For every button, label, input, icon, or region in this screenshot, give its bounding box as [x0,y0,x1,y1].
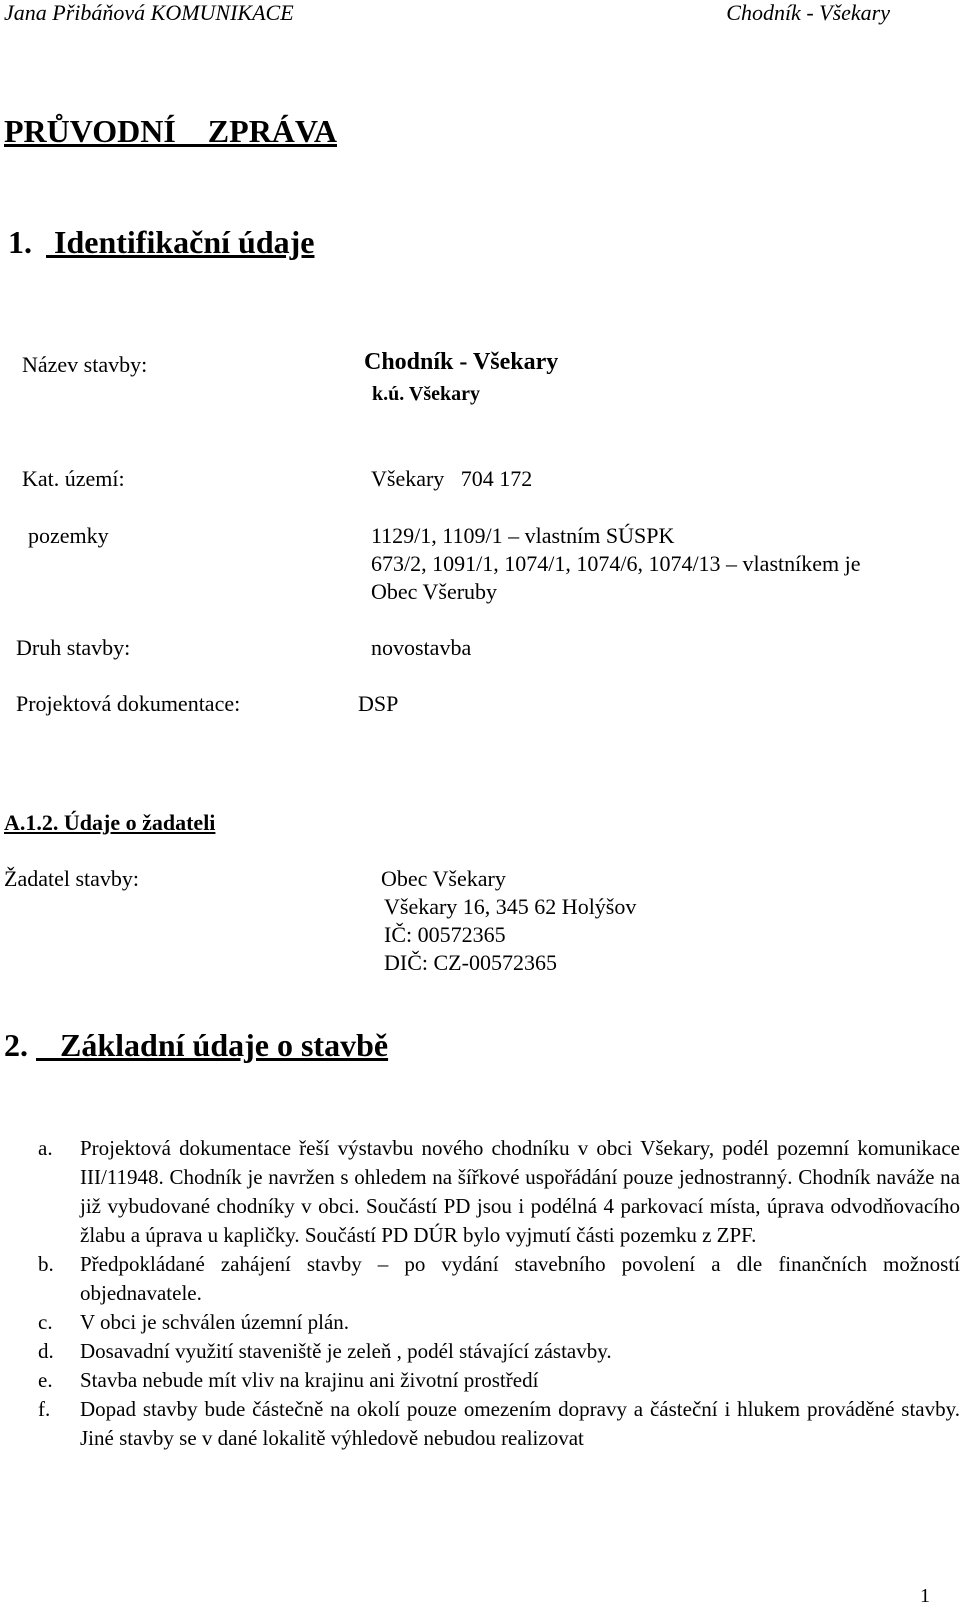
list-text: V obci je schválen územní plán. [80,1310,350,1334]
zadatel-line-4: DIČ: CZ-00572365 [384,950,557,975]
nazev-label: Název stavby: [22,352,148,377]
list-marker: e. [38,1368,53,1392]
list-item [38,1250,960,1308]
list-text: Dosavadní využití staveniště je zeleň , podél stávající zástavby. [80,1339,612,1363]
list-marker: d. [38,1339,54,1363]
section2-heading [4,1027,388,1064]
nazev-sub: k.ú. Všekary [372,383,480,405]
section2-title: Základní údaje o stavbě [60,1027,389,1063]
pozemky-line1: 1129/1, 1109/1 – vlastním SÚSPK [371,523,675,548]
list-marker: a. [38,1136,53,1160]
list-text: Stavba nebude mít vliv na krajinu ani životní prostředí [80,1368,539,1392]
projekt-value: DSP [358,691,399,716]
page-title: PRŮVODNÍ ZPRÁVA [4,113,337,149]
projekt-label: Projektová dokumentace: [16,691,241,716]
header-left: Jana Přibáňová KOMUNIKACE [4,0,294,25]
section1-heading [8,224,314,261]
section1-number: 1. [8,224,32,260]
section1-title: Identifikační údaje [54,224,315,260]
druh-value: novostavba [371,635,472,660]
kat-value: Všekary 704 172 [371,466,533,491]
pozemky-line2: 673/2, 1091/1, 1074/1, 1074/6, 1074/13 – vlastníkem je [371,551,861,576]
kat-label: Kat. území: [22,466,125,491]
list-item [38,1337,960,1366]
header-right: Chodník - Všekary [726,0,890,25]
zadatel-line-3: IČ: 00572365 [384,922,506,947]
list-text: Dopad stavby bude částečně na okolí pouze omezením dopravy a částeční i hlukem prováděné stavby. Jiné stavby se v dané lokalitě výhledově nebudou realizovat [80,1397,960,1450]
list-marker: c. [38,1310,53,1334]
list-text: Projektová dokumentace řeší výstavbu nového chodníku v obci Všekary, podél pozemní komunikace III/11948. Chodník je navržen s ohledem na šířkové uspořádání pouze jednostranný. Chodník naváže na již vybudované chodníky v obci. Součástí PD jsou i podélná 4 parkovací místa, úprava odvodňovacího žlabu a úprava u kapličky. Součástí PD DÚR bylo vyjmutí části pozemku z ZPF. [80,1136,960,1247]
zadatel-line-1: Obec Všekary [381,866,506,891]
list-text: Předpokládané zahájení stavby – po vydání stavebního povolení a dle finančních možností objednavatele. [80,1252,960,1305]
list-item [38,1308,960,1337]
page-number: 1 [920,1585,930,1607]
druh-label: Druh stavby: [16,635,131,660]
list-marker: f. [38,1397,51,1421]
pozemky-label: pozemky [28,523,109,548]
section-a12-title: A.1.2. Údaje o žadateli [4,810,216,835]
list-marker: b. [38,1252,54,1276]
pozemky-line3: Obec Všeruby [371,579,498,604]
list-item [38,1395,960,1453]
zadatel-label: Žadatel stavby: [4,866,140,891]
list-item [38,1366,960,1395]
section2-number: 2. [4,1027,28,1063]
section2-list [38,1134,960,1453]
list-item [38,1134,960,1250]
nazev-value: Chodník - Všekary [364,349,559,375]
zadatel-line-2: Všekary 16, 345 62 Holýšov [384,894,637,919]
